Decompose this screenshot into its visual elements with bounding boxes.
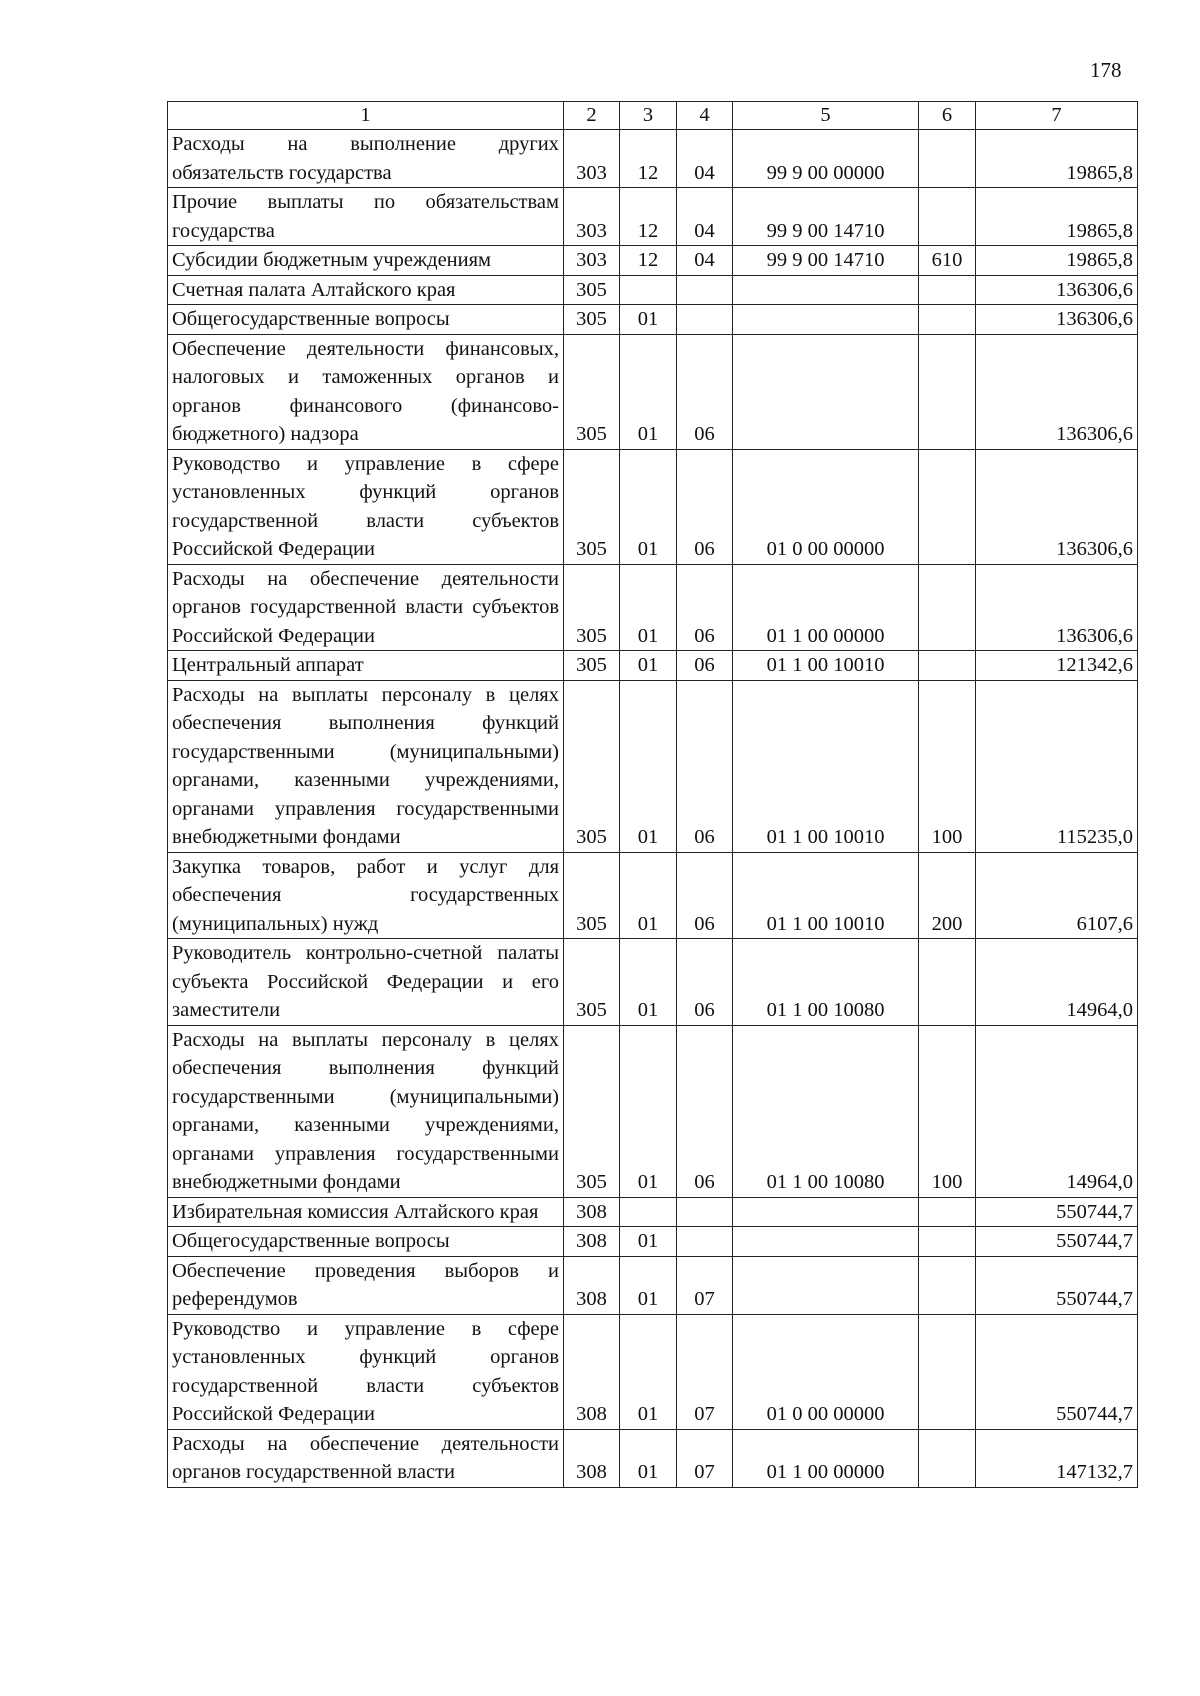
cell-col6 [919, 1314, 976, 1429]
cell-col6 [919, 1256, 976, 1314]
cell-col7: 19865,8 [976, 246, 1138, 276]
table-row [168, 651, 1138, 681]
column-header: 6 [919, 102, 976, 130]
cell-col5: 01 1 00 10080 [733, 939, 919, 1026]
cell-col5 [733, 1227, 919, 1257]
cell-col3 [620, 275, 677, 305]
cell-col3: 01 [620, 305, 677, 335]
cell-col5: 99 9 00 00000 [733, 130, 919, 188]
table-row [168, 852, 1138, 939]
table-row [168, 564, 1138, 651]
cell-col5: 01 1 00 10010 [733, 680, 919, 852]
row-name: Расходы на обеспечение деятельности органов государственной власти [168, 1429, 564, 1487]
cell-col4: 06 [677, 334, 733, 449]
cell-col7: 136306,6 [976, 564, 1138, 651]
cell-col6 [919, 334, 976, 449]
cell-col7: 14964,0 [976, 939, 1138, 1026]
cell-col5: 01 0 00 00000 [733, 449, 919, 564]
row-name: Руководитель контрольно-счетной палаты субъекта Российской Федерации и его заместители [168, 939, 564, 1026]
cell-col3: 01 [620, 651, 677, 681]
cell-col6 [919, 130, 976, 188]
cell-col4: 04 [677, 130, 733, 188]
cell-col6 [919, 651, 976, 681]
row-name: Руководство и управление в сфере установленных функций органов государственной власти субъектов Российской Федерации [168, 1314, 564, 1429]
cell-col3: 01 [620, 1025, 677, 1197]
cell-col6 [919, 564, 976, 651]
table-row [168, 1429, 1138, 1487]
row-name: Расходы на выполнение других обязательств государства [168, 130, 564, 188]
cell-col7: 14964,0 [976, 1025, 1138, 1197]
cell-col7: 147132,7 [976, 1429, 1138, 1487]
cell-col4: 07 [677, 1429, 733, 1487]
row-name: Общегосударственные вопросы [168, 1227, 564, 1257]
cell-col2: 303 [564, 188, 620, 246]
cell-col2: 305 [564, 680, 620, 852]
row-name: Избирательная комиссия Алтайского края [168, 1197, 564, 1227]
table-row [168, 1314, 1138, 1429]
table-row [168, 1256, 1138, 1314]
column-header: 1 [168, 102, 564, 130]
cell-col5: 01 0 00 00000 [733, 1314, 919, 1429]
table-row [168, 449, 1138, 564]
column-header: 2 [564, 102, 620, 130]
cell-col3: 01 [620, 1314, 677, 1429]
cell-col2: 305 [564, 939, 620, 1026]
column-header: 7 [976, 102, 1138, 130]
cell-col2: 308 [564, 1314, 620, 1429]
table-row [168, 334, 1138, 449]
cell-col3: 12 [620, 130, 677, 188]
table-row [168, 130, 1138, 188]
table-row [168, 275, 1138, 305]
cell-col2: 303 [564, 130, 620, 188]
cell-col4: 07 [677, 1256, 733, 1314]
row-name: Центральный аппарат [168, 651, 564, 681]
cell-col3: 01 [620, 564, 677, 651]
cell-col5: 01 1 00 10080 [733, 1025, 919, 1197]
cell-col7: 6107,6 [976, 852, 1138, 939]
cell-col4: 07 [677, 1314, 733, 1429]
cell-col2: 308 [564, 1227, 620, 1257]
cell-col6 [919, 1197, 976, 1227]
cell-col2: 308 [564, 1256, 620, 1314]
row-name: Счетная палата Алтайского края [168, 275, 564, 305]
page-number: 178 [1090, 58, 1122, 82]
cell-col6 [919, 1429, 976, 1487]
row-name: Расходы на выплаты персоналу в целях обеспечения выполнения функций государственными (муниципальными) органами, казенными учреждениями, органами управления государственными внебюджетными фондами [168, 680, 564, 852]
table-row [168, 939, 1138, 1026]
row-name: Руководство и управление в сфере установленных функций органов государственной власти субъектов Российской Федерации [168, 449, 564, 564]
table-row [168, 680, 1138, 852]
cell-col2: 305 [564, 651, 620, 681]
cell-col6: 100 [919, 680, 976, 852]
cell-col7: 115235,0 [976, 680, 1138, 852]
cell-col7: 550744,7 [976, 1197, 1138, 1227]
cell-col4 [677, 305, 733, 335]
cell-col5: 01 1 00 10010 [733, 852, 919, 939]
cell-col5 [733, 1256, 919, 1314]
table-row [168, 1025, 1138, 1197]
row-name: Расходы на выплаты персоналу в целях обеспечения выполнения функций государственными (муниципальными) органами, казенными учреждениями, органами управления государственными внебюджетными фондами [168, 1025, 564, 1197]
budget-table [167, 101, 1138, 1488]
cell-col3: 12 [620, 188, 677, 246]
cell-col3: 12 [620, 246, 677, 276]
cell-col7: 19865,8 [976, 188, 1138, 246]
cell-col5 [733, 275, 919, 305]
cell-col3: 01 [620, 1256, 677, 1314]
cell-col5 [733, 1197, 919, 1227]
cell-col6 [919, 275, 976, 305]
cell-col4: 06 [677, 680, 733, 852]
table-row [168, 1227, 1138, 1257]
cell-col6 [919, 939, 976, 1026]
cell-col3: 01 [620, 852, 677, 939]
cell-col2: 303 [564, 246, 620, 276]
cell-col3 [620, 1197, 677, 1227]
cell-col6: 610 [919, 246, 976, 276]
row-name: Общегосударственные вопросы [168, 305, 564, 335]
cell-col4: 06 [677, 449, 733, 564]
cell-col2: 308 [564, 1429, 620, 1487]
cell-col6: 200 [919, 852, 976, 939]
table-row [168, 1197, 1138, 1227]
cell-col4: 06 [677, 1025, 733, 1197]
cell-col6 [919, 449, 976, 564]
cell-col4: 06 [677, 939, 733, 1026]
cell-col5 [733, 305, 919, 335]
cell-col4: 04 [677, 246, 733, 276]
cell-col6: 100 [919, 1025, 976, 1197]
cell-col7: 136306,6 [976, 305, 1138, 335]
cell-col4: 06 [677, 651, 733, 681]
cell-col7: 550744,7 [976, 1314, 1138, 1429]
cell-col2: 305 [564, 334, 620, 449]
cell-col2: 305 [564, 1025, 620, 1197]
cell-col3: 01 [620, 939, 677, 1026]
column-header: 4 [677, 102, 733, 130]
table-row [168, 246, 1138, 276]
cell-col4 [677, 1197, 733, 1227]
cell-col5: 99 9 00 14710 [733, 246, 919, 276]
table-row [168, 188, 1138, 246]
cell-col6 [919, 188, 976, 246]
table-row [168, 305, 1138, 335]
row-name: Обеспечение деятельности финансовых, налоговых и таможенных органов и органов финансового (финансово-бюджетного) надзора [168, 334, 564, 449]
row-name: Прочие выплаты по обязательствам государства [168, 188, 564, 246]
cell-col4: 06 [677, 852, 733, 939]
cell-col3: 01 [620, 680, 677, 852]
cell-col5: 01 1 00 00000 [733, 564, 919, 651]
cell-col2: 305 [564, 275, 620, 305]
cell-col6 [919, 1227, 976, 1257]
cell-col3: 01 [620, 1429, 677, 1487]
cell-col7: 136306,6 [976, 275, 1138, 305]
cell-col5 [733, 334, 919, 449]
cell-col2: 305 [564, 852, 620, 939]
row-name: Субсидии бюджетным учреждениям [168, 246, 564, 276]
cell-col7: 136306,6 [976, 449, 1138, 564]
cell-col4 [677, 275, 733, 305]
cell-col3: 01 [620, 1227, 677, 1257]
cell-col2: 305 [564, 305, 620, 335]
cell-col7: 550744,7 [976, 1256, 1138, 1314]
cell-col2: 305 [564, 564, 620, 651]
cell-col4: 06 [677, 564, 733, 651]
cell-col4 [677, 1227, 733, 1257]
cell-col7: 121342,6 [976, 651, 1138, 681]
cell-col3: 01 [620, 449, 677, 564]
cell-col2: 308 [564, 1197, 620, 1227]
cell-col5: 01 1 00 00000 [733, 1429, 919, 1487]
row-name: Расходы на обеспечение деятельности органов государственной власти субъектов Российской Федерации [168, 564, 564, 651]
cell-col7: 19865,8 [976, 130, 1138, 188]
cell-col7: 550744,7 [976, 1227, 1138, 1257]
column-header: 3 [620, 102, 677, 130]
row-name: Закупка товаров, работ и услуг для обеспечения государственных (муниципальных) нужд [168, 852, 564, 939]
cell-col4: 04 [677, 188, 733, 246]
cell-col5: 99 9 00 14710 [733, 188, 919, 246]
cell-col6 [919, 305, 976, 335]
cell-col7: 136306,6 [976, 334, 1138, 449]
cell-col2: 305 [564, 449, 620, 564]
header-row [168, 102, 1138, 130]
cell-col5: 01 1 00 10010 [733, 651, 919, 681]
row-name: Обеспечение проведения выборов и референдумов [168, 1256, 564, 1314]
cell-col3: 01 [620, 334, 677, 449]
column-header: 5 [733, 102, 919, 130]
